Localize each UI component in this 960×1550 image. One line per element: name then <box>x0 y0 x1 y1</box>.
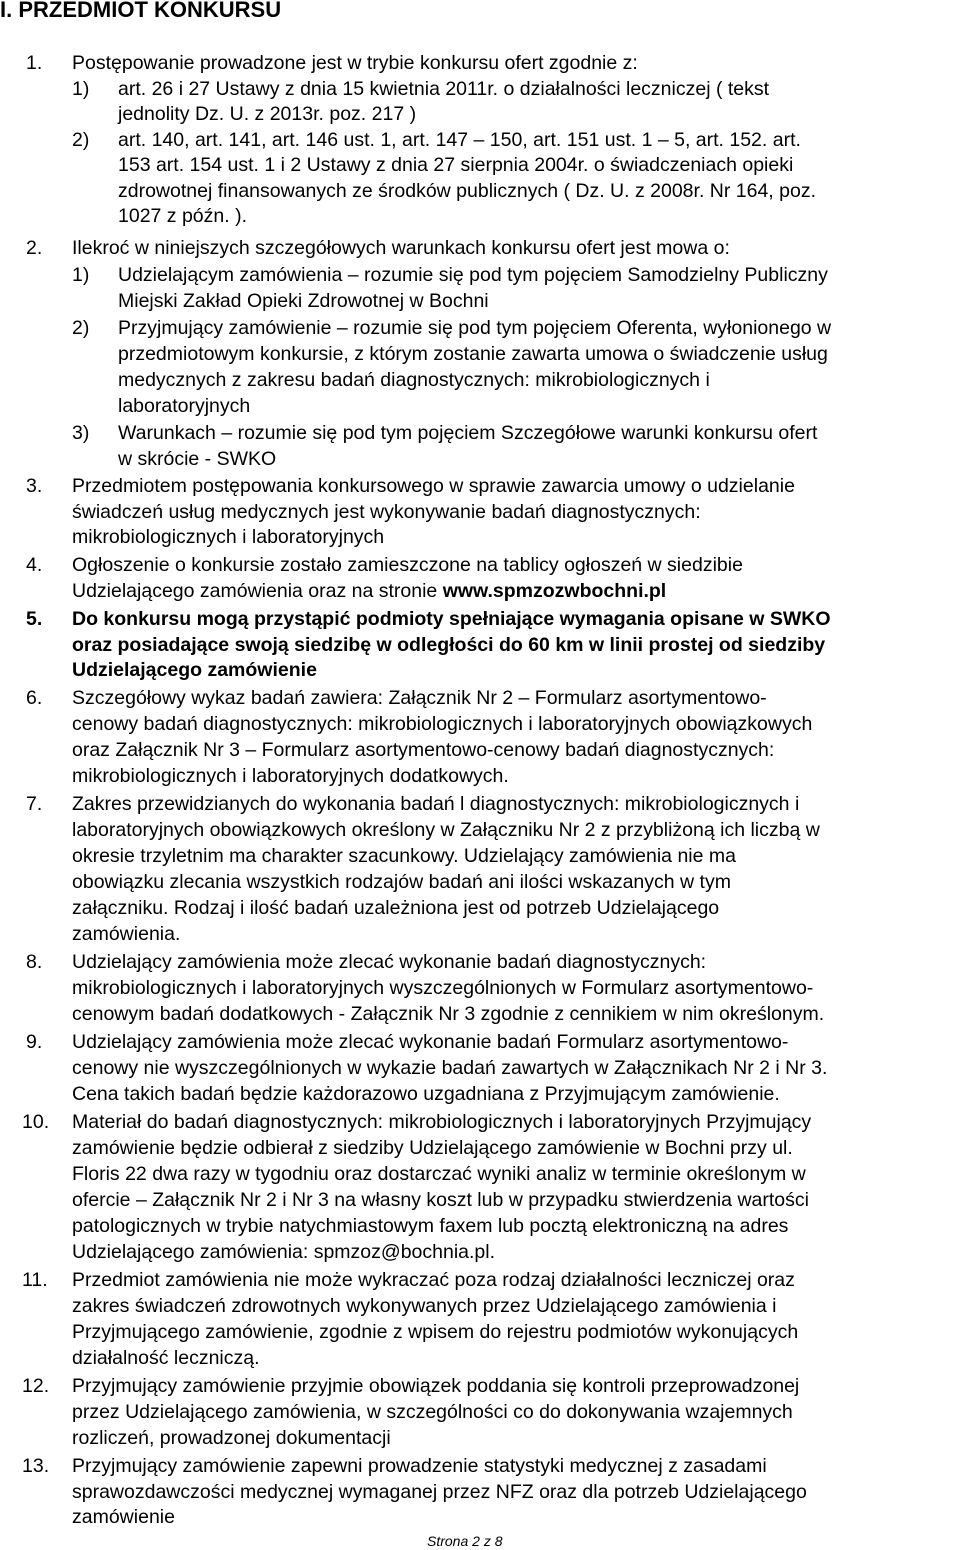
item-text-line: zamówienie będzie odbierał z siedziby Udzielającego zamówienie w Bochni przy ul. <box>72 1137 793 1159</box>
item-text-line: Cena takich badań będzie każdorazowo uzgadniana z Przyjmującym zamówienie. <box>72 1083 780 1105</box>
item-text-line: zakres świadczeń zdrowotnych wykonywanych przez Udzielającego zamówienia i <box>72 1295 777 1317</box>
item-text-line: mikrobiologicznych i laboratoryjnych dodatkowych. <box>72 765 509 787</box>
item-text-line: zamówienie <box>72 1506 175 1528</box>
item-number: 6. <box>26 687 43 709</box>
subitem-number: 3) <box>72 422 90 444</box>
item-text-line: oraz Załącznik Nr 3 – Formularz asortymentowo-cenowy badań diagnostycznych: <box>72 739 775 761</box>
subitem-text-line: laboratoryjnych <box>118 395 251 417</box>
subitem-text-line: 1027 z późn. ). <box>118 205 247 227</box>
subitem-text-line: Warunkach – rozumie się pod tym pojęciem Szczegółowe warunki konkursu ofert <box>118 422 818 444</box>
item-text-line: obowiązku zlecania wszystkich rodzajów badań ani ilości wskazanych w tym <box>72 871 731 893</box>
subitem-text-line: przedmiotowym konkursie, z którym zostanie zawarta umowa o świadczenie usług <box>118 343 828 365</box>
subitem-text-line: zdrowotnej finansowanych ze środków publicznych ( Dz. U. z 2008r. Nr 164, poz. <box>118 180 817 202</box>
item-text-line: okresie trzyletnim ma charakter szacunkowy. Udzielający zamówienia nie ma <box>72 845 736 867</box>
item-text-line: cenowym badań dodatkowych - Załącznik Nr 3 zgodnie z cennikiem w nim określonym. <box>72 1003 825 1025</box>
item-text-line: Przyjmujący zamówienie przyjmie obowiązek poddania się kontroli przeprowadzonej <box>72 1375 800 1397</box>
item-text-line: Udzielającego zamówienia: spmzoz@bochnia.pl. <box>72 1241 496 1263</box>
item-text-line: świadczeń usług medycznych jest wykonywanie badań diagnostycznych: <box>72 501 701 523</box>
item-text: Udzielającego zamówienia oraz na stronie <box>72 580 443 602</box>
item-number: 12. <box>22 1375 50 1397</box>
subitem-text-line: art. 140, art. 141, art. 146 ust. 1, art. 147 – 150, art. 151 ust. 1 – 5, art. 152. art. <box>118 129 801 151</box>
item-text-line: oraz posiadające swoją siedzibę w odległości do 60 km w linii prostej od siedziby <box>72 634 826 656</box>
item-text-line: mikrobiologicznych i laboratoryjnych wyszczególnionych w Formularz asortymentowo- <box>72 977 814 999</box>
item-text-line: cenowy badań diagnostycznych: mikrobiologicznych i laboratoryjnych obowiązkowych <box>72 713 813 735</box>
item-text-line: laboratoryjnych obowiązkowych określony w Załączniku Nr 2 z przybliżoną ich liczbą w <box>72 819 820 841</box>
section-heading: I. PRZEDMIOT KONKURSU <box>0 0 282 22</box>
item-text-line: ofercie – Załącznik Nr 2 i Nr 3 na własny koszt lub w przypadku stwierdzenia wartości <box>72 1189 809 1211</box>
subitem-text-line: Udzielającym zamówienia – rozumie się pod tym pojęciem Samodzielny Publiczny <box>118 264 828 286</box>
item-text-line: Do konkursu mogą przystąpić podmioty spełniające wymagania opisane w SWKO <box>72 608 831 630</box>
item-number: 11. <box>22 1269 48 1291</box>
item-text-line <box>72 578 666 604</box>
item-number: 10. <box>22 1111 50 1133</box>
item-number: 5. <box>26 608 43 630</box>
subitem-text-line: jednolity Dz. U. z 2013r. poz. 217 ) <box>118 103 417 125</box>
item-text-line: Udzielający zamówienia może zlecać wykonanie badań diagnostycznych: <box>72 951 707 973</box>
item-text-line: cenowy nie wyszczególnionych w wykazie badań zawartych w Załącznikach Nr 2 i Nr 3. <box>72 1057 828 1079</box>
item-text-line: sprawozdawczości medycznej wymaganej przez NFZ oraz dla potrzeb Udzielającego <box>72 1481 807 1503</box>
subitem-text-line: Przyjmujący zamówienie – rozumie się pod tym pojęciem Oferenta, wyłonionego w <box>118 317 832 339</box>
subitem-number: 1) <box>72 264 90 286</box>
item-text-line: Przedmiotem postępowania konkursowego w sprawie zawarcia umowy o udzielanie <box>72 475 795 497</box>
item-text-line: Udzielającego zamówienie <box>72 659 317 681</box>
item-text-line: Materiał do badań diagnostycznych: mikrobiologicznych i laboratoryjnych Przyjmujący <box>72 1111 812 1133</box>
item-text-line: mikrobiologicznych i laboratoryjnych <box>72 526 385 548</box>
page-number: Strona 2 z 8 <box>427 1533 503 1549</box>
subitem-number: 2) <box>72 129 90 151</box>
subitem-text-line: art. 26 i 27 Ustawy z dnia 15 kwietnia 2011r. o działalności leczniczej ( tekst <box>118 78 770 100</box>
subitem-text-line: medycznych z zakresu badań diagnostycznych: mikrobiologicznych i <box>118 369 710 391</box>
item-text-line: Ogłoszenie o konkursie zostało zamieszczone na tablicy ogłoszeń w siedzibie <box>72 554 743 576</box>
item-text-line: Ilekroć w niniejszych szczegółowych warunkach konkursu ofert jest mowa o: <box>72 237 730 259</box>
item-number: 7. <box>26 793 43 815</box>
subitem-number: 2) <box>72 317 90 339</box>
item-number: 3. <box>26 475 43 497</box>
item-number: 4. <box>26 554 43 576</box>
item-text-line: Przyjmujący zamówienie zapewni prowadzenie statystyki medycznej z zasadami <box>72 1455 767 1477</box>
item-text-line: załączniku. Rodzaj i ilość badań uzależniona jest od potrzeb Udzielającego <box>72 897 720 919</box>
item-text-line: Przyjmującego zamówienie, zgodnie z wpisem do rejestru podmiotów wykonujących <box>72 1321 799 1343</box>
item-text-line: patologicznych w trybie natychmiastowym faxem lub pocztą elektroniczną na adres <box>72 1215 789 1237</box>
item-text-line: przez Udzielającego zamówienia, w szczególności co do dokonywania wzajemnych <box>72 1401 793 1423</box>
subitem-text-line: Miejski Zakład Opieki Zdrowotnej w Bochni <box>118 290 489 312</box>
item-number: 9. <box>26 1031 43 1053</box>
item-text-line: Przedmiot zamówienia nie może wykraczać poza rodzaj działalności leczniczej oraz <box>72 1269 795 1291</box>
item-number: 8. <box>26 951 43 973</box>
item-text-line: Zakres przewidzianych do wykonania badań l diagnostycznych: mikrobiologicznych i <box>72 793 800 815</box>
subitem-text-line: w skrócie - SWKO <box>118 448 277 470</box>
item-number: 1. <box>26 52 43 74</box>
subitem-number: 1) <box>72 78 90 100</box>
item-text-line: Postępowanie prowadzone jest w trybie konkursu ofert zgodnie z: <box>72 52 638 74</box>
item-text-line: Szczegółowy wykaz badań zawiera: Załącznik Nr 2 – Formularz asortymentowo- <box>72 687 767 709</box>
website-link[interactable]: www.spmzozwbochni.pl <box>442 580 667 602</box>
item-text-line: Floris 22 dwa razy w tygodniu oraz dostarczać wyniki analiz w terminie określonym w <box>72 1163 806 1185</box>
item-text-line: działalność leczniczą. <box>72 1347 260 1369</box>
item-number: 2. <box>26 237 43 259</box>
subitem-text-line: 153 art. 154 ust. 1 i 2 Ustawy z dnia 27 sierpnia 2004r. o świadczeniach opieki <box>118 154 794 176</box>
item-text-line: Udzielający zamówienia może zlecać wykonanie badań Formularz asortymentowo- <box>72 1031 789 1053</box>
item-text-line: rozliczeń, prowadzonej dokumentacji <box>72 1427 391 1449</box>
item-number: 13. <box>22 1455 50 1477</box>
item-text-line: zamówienia. <box>72 923 181 945</box>
